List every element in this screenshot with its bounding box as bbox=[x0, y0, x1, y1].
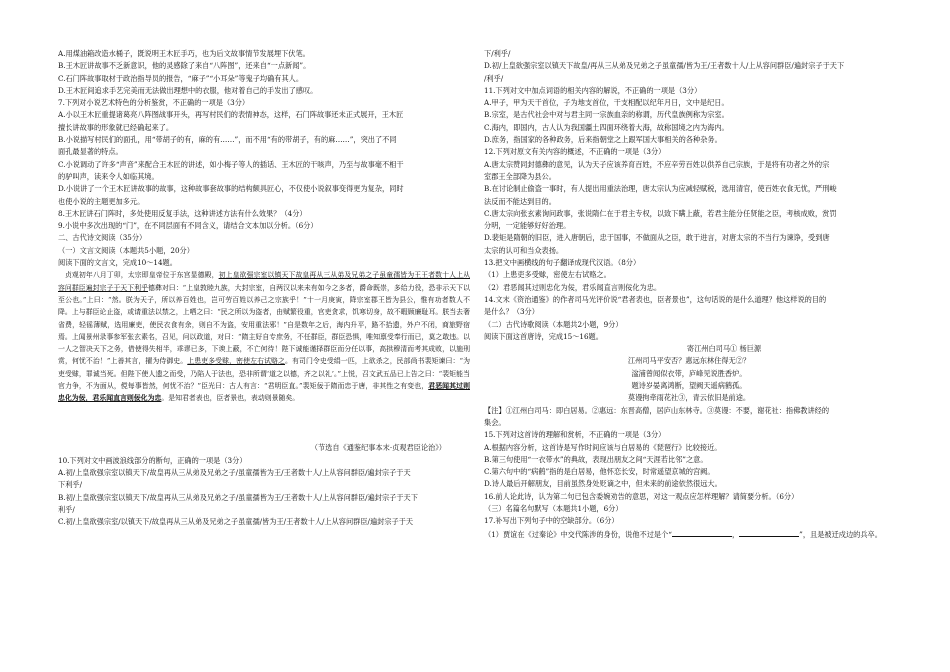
q13-item-2: （2）君恶闻其过则忠化为佞，君乐闻直言则佞化为忠。 bbox=[484, 282, 662, 292]
q17-text: ”，且是被迁戍边的兵卒。 bbox=[799, 529, 882, 539]
q10-continuation: 下/利乎/ bbox=[484, 49, 511, 58]
passage-segment: 臣光曰：古人有言：“君明臣直。”裴矩佞于隋而忠于唐，非其性之有变也， bbox=[201, 382, 429, 391]
q11-option-d: D.庶务，指国家的各种政务，后来指朝堂之上跟军国大事相关的各种杂务。 bbox=[484, 135, 722, 145]
q7-option-line: 面孔最显著的特点。 bbox=[58, 147, 123, 157]
passage-segment: 。有司门令史受绢一匹，上欲杀之，民部尚书裴矩谏曰：“为吏受赇，罪诚当死。但陛下使人遗之而受，乃陷人于法也，恐非所谓‘道之以德，齐之以礼’。”上悦，召文武五品已上告之曰：“裴矩能当官力争，不为面从，傥每事皆然，何忧不治？” bbox=[58, 357, 470, 391]
q7-option-line: A.小以王木匠重提诸葛亮八阵图战事开头，再写村民们的表情神态，这样，石门阵故事还未正式展开，王木匠 bbox=[58, 110, 404, 120]
q13-question: 13.把文中画横线的句子翻译成现代汉语。（8分） bbox=[484, 258, 641, 268]
q10-option-line: C.初/上皇欲强宗室/以镇天下/故皇再从三从弟及兄弟之子虽童孺/皆为王/王者数十人/上从容问群臣/遍封宗子于天 bbox=[58, 517, 414, 527]
q11-option-b: B.宗室，是古代社会中对与君主同一宗族血亲的称谓，历代皇族例称为宗室。 bbox=[484, 110, 729, 120]
q6-option-a: A.用煤油箱改造水桶子，既说明王木匠手巧，也为后文故事情节发展埋下伏笔。 bbox=[58, 49, 310, 58]
q11-option-c: C.海内，即国内，古人认为我国疆土四面环绕着大海，故称国境之内为海内。 bbox=[484, 122, 729, 132]
q7-option-line: 也使小说的主题更加多元。 bbox=[58, 196, 145, 206]
q7-option-line: 擅长讲故事的形象就已经确起来了。 bbox=[58, 122, 174, 132]
reading-instruction: 阅读下面的文言文，完成10～14题。 bbox=[58, 258, 177, 268]
right-column bbox=[484, 48, 894, 541]
q10-question: 10.下列对文中画波浪线部分的断句，正确的一项是（3分） bbox=[58, 455, 247, 465]
answer-blank[interactable] bbox=[739, 528, 799, 537]
q10-option-line: 利乎/ bbox=[58, 504, 75, 514]
poem-note: 【注】①江州白司马：即白居易。②惠远：东晋高僧，居庐山东林寺。③莫谩：不要，谢花社：指佛教讲经的 bbox=[484, 405, 830, 415]
q7-option-line: B.小说描写村民们的面孔，用“带胡子的有，麻的有……”，而不用“有的带胡子，有的麻……”，突出了不同 bbox=[58, 135, 397, 145]
answer-blank[interactable] bbox=[672, 528, 732, 537]
poem-line: 莫谩拘牵雨花社③，青云依旧是前途。 bbox=[627, 393, 751, 403]
underlined-sentence-1: 上患吏多受赇，密使左右试赂之 bbox=[187, 357, 285, 366]
passage-segment: 。是知君者表也，臣者景也，表动则景随矣。 bbox=[161, 394, 300, 403]
q10-option-line: B.初/上皇欲强宗室以镇天下/故皇再从三从弟及兄弟之子/虽童孺皆为王/王者数十人/上从容问群臣/遍封宗子于天下 bbox=[58, 492, 418, 502]
left-column bbox=[58, 48, 470, 528]
q12-option-line: D.裴矩是隋朝的旧臣，进入唐朝后，忠于国事，不做面从之臣，敢于进言，对唐太宗的不当行为谏诤，受到唐 bbox=[484, 233, 830, 243]
q10-option-line: A.初/上皇欲强宗室以镇天下/故皇再从三从弟及兄弟之子/虽童孺皆为王/王者数十人/上从容问群臣/遍封宗子于天 bbox=[58, 467, 411, 477]
poem-line: 题诗岁晏离鸿断，望阙天遥病鹤孤。 bbox=[631, 381, 747, 391]
q17-question: 17.补写出下列句子中的空缺部分。（6分） bbox=[484, 516, 619, 526]
q12-option-line: B.在讨论制止偷盗一事时，有人提出用重法治理，唐太宗认为应减轻赋税，选用清官，使百姓衣食无忧，严刑峻 bbox=[484, 184, 837, 194]
q16-question: 16.前人论此诗，认为第二句已包含委婉劝告的意思，对这一观点应怎样理解？请简要分析。（6分） bbox=[484, 491, 799, 501]
q9-question: 9.小说中多次出现的“门”，在不同层面有不同含义，请结合文本加以分析。（6分） bbox=[58, 221, 318, 231]
reading-instruction-2: 阅读下面这首唐诗，完成15～16题。 bbox=[484, 331, 603, 341]
q7-option-line: 的驴叫声，读来令人如临其境。 bbox=[58, 171, 159, 181]
q17-text: ， bbox=[731, 529, 740, 539]
q15-option-a: A.根据内容分析，这首诗是写作时间应该与白居易的《琵琶行》比较接近。 bbox=[484, 442, 722, 452]
q12-question: 12.下列对原文有关内容的概述，不正确的一项是（3分） bbox=[484, 147, 666, 157]
q11-question: 11.下列对文中加点词语的相关内容的解说，不正确的一项是（3分） bbox=[484, 85, 702, 95]
section-2-heading: 二、古代诗文阅读（35分） bbox=[58, 233, 147, 243]
q11-option-a: A.甲子，甲为天干首位，子为地支首位，干支相配以纪年月日，文中是纪日。 bbox=[484, 98, 729, 108]
classical-passage bbox=[58, 269, 470, 442]
poem-note-cont: 集会。 bbox=[484, 417, 506, 427]
q13-item-1: （1）上患吏多受赇，密使左右试赂之。 bbox=[484, 270, 611, 280]
underlined-sentence-2: 君恶闻其过则忠化为佞，君乐闻直言则佞化为忠 bbox=[58, 382, 470, 403]
q12-option-line: A.唐太宗赞同封德彝的意见，认为天子应该养育百姓，不应辛劳百姓以供养自己宗族，于是将有功者之外的宗 bbox=[484, 159, 830, 169]
section-2b-heading: （二）古代诗歌阅读（本题共2小题，9分） bbox=[484, 319, 623, 329]
q10-continuation: /利乎/ bbox=[484, 73, 504, 83]
q6-option-b: B.王木匠讲故事不乏新意识，他的灵感除了来自“八阵图”，还来自“一点新闻”。 bbox=[58, 61, 311, 71]
q10-option-line: 下利乎/ bbox=[58, 480, 82, 490]
q6-option-c: C.石门阵故事取材于政治指导员的报告，“麻子”“小耳朵”等鬼子均确有其人。 bbox=[58, 73, 304, 83]
section-2a-heading: （一）文言文阅读（本题共5小题，20分） bbox=[58, 245, 194, 255]
passage-source: （节选自《通鉴纪事本末·贞观君臣论治》） bbox=[310, 443, 446, 453]
q17-item-1 bbox=[484, 528, 894, 541]
passage-segment: 贞观初年八月丁卯，太宗即皇帝位于东宫显德殿， bbox=[64, 271, 219, 280]
q7-question: 7.下列对小说艺术特色的分析鉴赏，不正确的一项是（3分） bbox=[58, 98, 250, 108]
q6-option-d: D.王木匠间追求手艺完美而无法做出理想中的衣服，他对着自己的手发出了感叹。 bbox=[58, 85, 318, 95]
section-3-heading: （三）名篇名句默写（本题共1小题，6分） bbox=[484, 503, 623, 513]
poem-line: 湓浦曾闻似衣带，庐峰见说胜香炉。 bbox=[631, 368, 747, 378]
q12-option-line: 法反而不能达到目的。 bbox=[484, 196, 556, 206]
q17-text: （1）贾谊在《过秦论》中交代陈涉的身份，说他不过是个“ bbox=[484, 529, 672, 539]
q15-question: 15.下列对这首诗的理解和赏析，不正确的一项是（3分） bbox=[484, 430, 666, 440]
q10-option-d: D.初/上皇欲强宗室以镇天下故皇/再从三从弟及兄弟之子虽童孺/皆为王/王者数十人/上从容问群臣/遍封宗子于天下 bbox=[484, 61, 845, 71]
q7-option-line: D.小说讲了一个王木匠讲故事的故事，这种故事套故事的结构颇具匠心，不仅使小说叙事变得更为复杂，同时 bbox=[58, 184, 404, 194]
q12-option-line: 分明，一定能够好好治理。 bbox=[484, 221, 571, 231]
q15-option-c: C.第六句中的“病鹤”指的是白居易，他怀恋长安，时常遥望京城的宫阙。 bbox=[484, 467, 715, 477]
poem-title: 寄江州白司马① 杨巨源 bbox=[686, 344, 762, 354]
q7-option-line: C.小说调动了许多“声音”来配合王木匠的讲述，如小梅子等人的插话、王木匠的干咳声，乃至与故事毫不相干 bbox=[58, 159, 404, 169]
wavy-underlined-sentence: 初上皇欲强宗室以镇天下故皇再从三从弟及兄弟之子虽童孺皆为王王者数十人上从容问群臣遍封宗子于天下利乎 bbox=[58, 271, 470, 292]
poem-line: 江州司马平安否？惠远东林住得无②？ bbox=[627, 356, 751, 366]
q12-option-line: 室郡王全部降为县公。 bbox=[484, 171, 556, 181]
q12-option-line: 太宗的认可和当众表扬。 bbox=[484, 245, 564, 255]
q15-option-b: B.第三句使用“一衣带水”的典故，表现出朋友之间“天涯若比邻”之意。 bbox=[484, 454, 708, 464]
q15-option-d: D.诗人最后开解朋友，目前虽然身处贬谪之中，但未来的前途依然很远大。 bbox=[484, 479, 722, 489]
q8-question: 8.王木匠讲石门阵时，多处使用反复手法，这种讲述方法有什么效果？（4分） bbox=[58, 208, 307, 218]
q12-option-line: C.唐太宗向张玄素询问政事，张说隋仁在于君主专权，以致下瞒上蔽，若君主能分任贤能之臣，考核成败，赏罚 bbox=[484, 208, 837, 218]
passage-segment: 德彝对曰：“上皇敦睦九族，大封宗室，自两汉以来未有如今之多者，爵命既崇，多给力役，恐非示天下以至公也。”上曰：“然。朕为天子，所以养百姓也，岂可劳百姓以养己之宗族乎！”十一月庚寅，降宗室郡王皆为县公，惟有功者数人不降。上与群臣论止盗，或请重法以禁之，上哂之曰：“民之所以为盗者，由赋繁役重，官吏贪求，饥寒切身，故不暇顾廉耻耳。朕当去奢省费，轻徭薄赋，选用廉吏，使民衣食有余，则自不为盗，安用重法邪！”自是数年之后，海内升平，路不拾遗，外户不闭，商旅野宿焉。上闻景州录事参军张玄素名，召见，问以政道，对曰：“隋主好自专庶务，不任群臣，群臣恐惧，唯知禀受奉行而已，莫之敢违。以一人之智决天下之务，借使得失相半，乖谬已多，下谀上蔽，不亡何待！陛下诚能谨择群臣而分任以事，高拱穆清而考其成败，以施刑赏，何忧不治！”上善其言，擢为侍御史。 bbox=[58, 283, 470, 366]
q14-question: 14.文末《资治通鉴》的作者司马光评价说“君者表也，臣者景也”，这句话说的是什么道理？他这样说的目的 bbox=[484, 294, 827, 304]
q14-question-cont: 是什么？（3分） bbox=[484, 307, 539, 317]
